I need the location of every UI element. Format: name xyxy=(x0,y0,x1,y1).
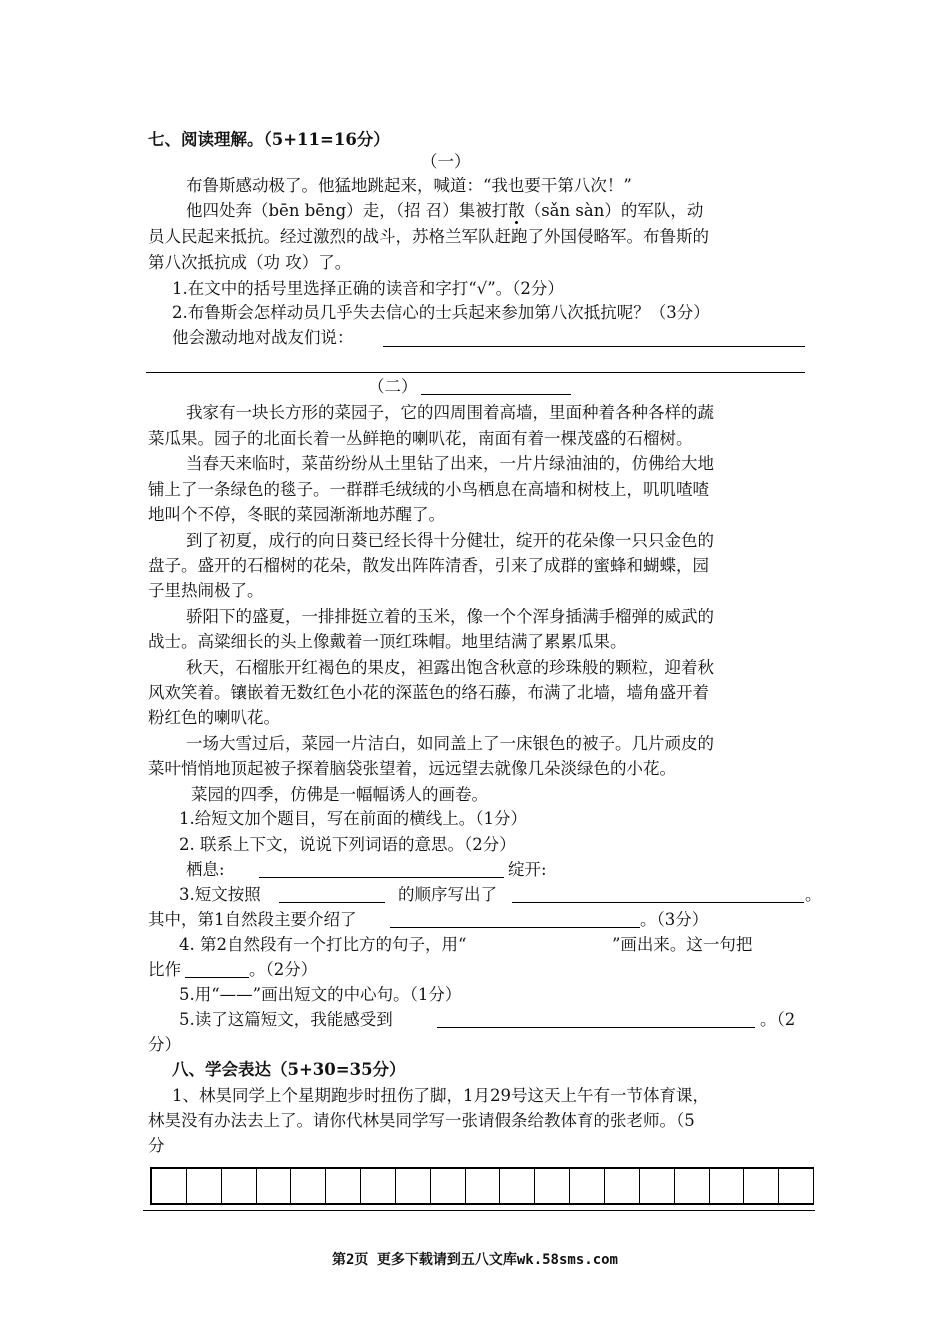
section7-heading: 七、阅读理解。（5+11=16分） xyxy=(148,130,390,149)
paragraph-line: 地叫个不停，冬眠的菜园渐渐地苏醒了。 xyxy=(148,505,445,524)
part2-label: （二） xyxy=(368,377,418,396)
q6-line2: 分） xyxy=(148,1035,181,1054)
grid-cell[interactable] xyxy=(152,1169,187,1203)
part1-question2: 2.布鲁斯会怎样动员几乎失去信心的士兵起来参加第八次抵抗呢？（3分） xyxy=(172,303,710,322)
grid-baseline xyxy=(143,1210,815,1211)
answer-line[interactable] xyxy=(259,877,504,878)
grid-cell[interactable] xyxy=(710,1169,745,1203)
part1-question1: 1.在文中的括号里选择正确的读音和字打“√”。（2分） xyxy=(172,279,564,298)
q4-line2-b: 。（2分） xyxy=(249,960,318,979)
paragraph-line: 秋天，石榴胀开红褐色的果皮，袒露出饱含秋意的珍珠般的颗粒，迎着秋 xyxy=(186,658,714,677)
section8-q1-line3: 分 xyxy=(148,1136,165,1155)
q4-line2-a: 比作 xyxy=(148,960,181,979)
q3-text-end: 。 xyxy=(805,885,822,904)
paragraph-line: 菜园的四季，仿佛是一幅幅诱人的画卷。 xyxy=(191,785,488,804)
part2-question2: 2. 联系上下文，说说下列词语的意思。（2分） xyxy=(179,835,516,854)
grid-cell[interactable] xyxy=(291,1169,326,1203)
q6-text-b: 。（2 xyxy=(760,1010,796,1029)
paragraph-line: 到了初夏，成行的向日葵已经长得十分健壮，绽开的花朵像一只只金色的 xyxy=(186,531,714,550)
page-footer: 第2页 更多下载请到五八文库wk.58sms.com xyxy=(331,1252,618,1268)
title-blank-line[interactable] xyxy=(421,394,571,395)
part1-para2-line3: 第八次抵抗成（功 攻）了。 xyxy=(148,253,352,272)
paragraph-line: 战士。高粱细长的头上像戴着一顶红珠帽。地里结满了累累瓜果。 xyxy=(148,632,627,651)
grid-cell[interactable] xyxy=(361,1169,396,1203)
para2-text-b: （sǎn sàn）的军队，动 xyxy=(524,201,704,220)
grid-cell[interactable] xyxy=(570,1169,605,1203)
answer-line[interactable] xyxy=(437,1027,755,1028)
q3-text-b: 的顺序写出了 xyxy=(398,885,497,904)
answer-line[interactable] xyxy=(279,902,385,903)
part1-label: （一） xyxy=(421,152,471,171)
grid-cell[interactable] xyxy=(326,1169,361,1203)
q3-line2-b: 。（3分） xyxy=(640,910,709,929)
dotted-char: 散 xyxy=(508,201,525,220)
part1-para2-line2: 员人民起来抵抗。经过激烈的战斗，苏格兰军队赶跑了外国侵略军。布鲁斯的 xyxy=(148,227,709,246)
section8-heading: 八、学会表达（5+30=35分） xyxy=(172,1060,406,1079)
answer-line[interactable] xyxy=(185,977,249,978)
grid-cell[interactable] xyxy=(744,1169,779,1203)
answer-line[interactable] xyxy=(512,902,804,903)
grid-cell[interactable] xyxy=(500,1169,535,1203)
grid-cell[interactable] xyxy=(675,1169,710,1203)
answer-line[interactable] xyxy=(146,372,805,373)
paragraph-line: 子里热闹极了。 xyxy=(148,581,264,600)
grid-cell[interactable] xyxy=(640,1169,675,1203)
grid-cell[interactable] xyxy=(187,1169,222,1203)
paragraph-line: 盘子。盛开的石榴树的花朵，散发出阵阵清香，引来了成群的蜜蜂和蝴蝶，园 xyxy=(148,556,709,575)
word-qixi-label: 栖息: xyxy=(186,860,225,879)
paragraph-line: 菜瓜果。园子的北面长着一丛鲜艳的喇叭花，南面有着一棵茂盛的石榴树。 xyxy=(148,429,693,448)
section8-q1-line1: 1、林昊同学上个星期跑步时扭伤了脚，1月29号这天上午有一节体育课， xyxy=(172,1086,709,1105)
paragraph-line: 菜叶悄悄地顶起被子探着脑袋张望着，远远望去就像几朵淡绿色的小花。 xyxy=(148,759,676,778)
grid-cell[interactable] xyxy=(396,1169,431,1203)
grid-cell[interactable] xyxy=(257,1169,292,1203)
grid-cell[interactable] xyxy=(535,1169,570,1203)
grid-cell[interactable] xyxy=(779,1169,814,1203)
grid-cell[interactable] xyxy=(605,1169,640,1203)
q4-line1-a: 4. 第2自然段有一个打比方的句子，用“ xyxy=(179,935,467,954)
q3-text-a: 3.短文按照 xyxy=(179,885,261,904)
part1-q2-prompt: 他会激动地对战友们说： xyxy=(172,328,354,347)
q6-text-a: 5.读了这篇短文，我能感受到 xyxy=(179,1010,393,1029)
paragraph-line: 我家有一块长方形的菜园子，它的四周围着高墙，里面种着各种各样的蔬 xyxy=(186,403,714,422)
paragraph-line: 当春天来临时，菜苗纷纷从土里钻了出来，一片片绿油油的，仿佛给大地 xyxy=(186,454,714,473)
paragraph-line: 一场大雪过后，菜园一片洁白，如同盖上了一床银色的被子。几片顽皮的 xyxy=(186,734,714,753)
q5-text: 5.用“——”画出短文的中心句。（1分） xyxy=(179,985,462,1004)
section8-q1-line2: 林昊没有办法去上了。请你代林昊同学写一张请假条给教体育的张老师。（5 xyxy=(148,1111,695,1130)
part2-question1: 1.给短文加个题目，写在前面的横线上。（1分） xyxy=(179,809,527,828)
q4-line1-b: ”画出来。这一句把 xyxy=(612,935,753,954)
paragraph-line: 风欢笑着。镶嵌着无数红色小花的深蓝色的络石藤，布满了北墙，墙角盛开着 xyxy=(148,683,709,702)
q3-line2-a: 其中，第1自然段主要介绍了 xyxy=(148,910,357,929)
grid-cell[interactable] xyxy=(222,1169,257,1203)
answer-line[interactable] xyxy=(390,927,640,928)
word-zhankai-label: 绽开: xyxy=(508,860,547,879)
part1-para1: 布鲁斯感动极了。他猛地跳起来，喊道：“我也要干第八次！” xyxy=(186,176,632,195)
paragraph-line: 粉红色的喇叭花。 xyxy=(148,708,280,727)
para2-text-a: 他四处奔（bēn bēng）走，（招 召）集被打 xyxy=(186,201,509,220)
grid-cell[interactable] xyxy=(466,1169,501,1203)
part1-para2-line1 xyxy=(186,200,703,222)
answer-line[interactable] xyxy=(383,346,805,347)
grid-cell[interactable] xyxy=(431,1169,466,1203)
paragraph-line: 骄阳下的盛夏，一排排挺立着的玉米，像一个个浑身插满手榴弹的威武的 xyxy=(186,607,714,626)
writing-grid[interactable] xyxy=(150,1167,814,1205)
paragraph-line: 铺上了一条绿色的毯子。一群群毛绒绒的小鸟栖息在高墙和树枝上，叽叽喳喳 xyxy=(148,480,709,499)
